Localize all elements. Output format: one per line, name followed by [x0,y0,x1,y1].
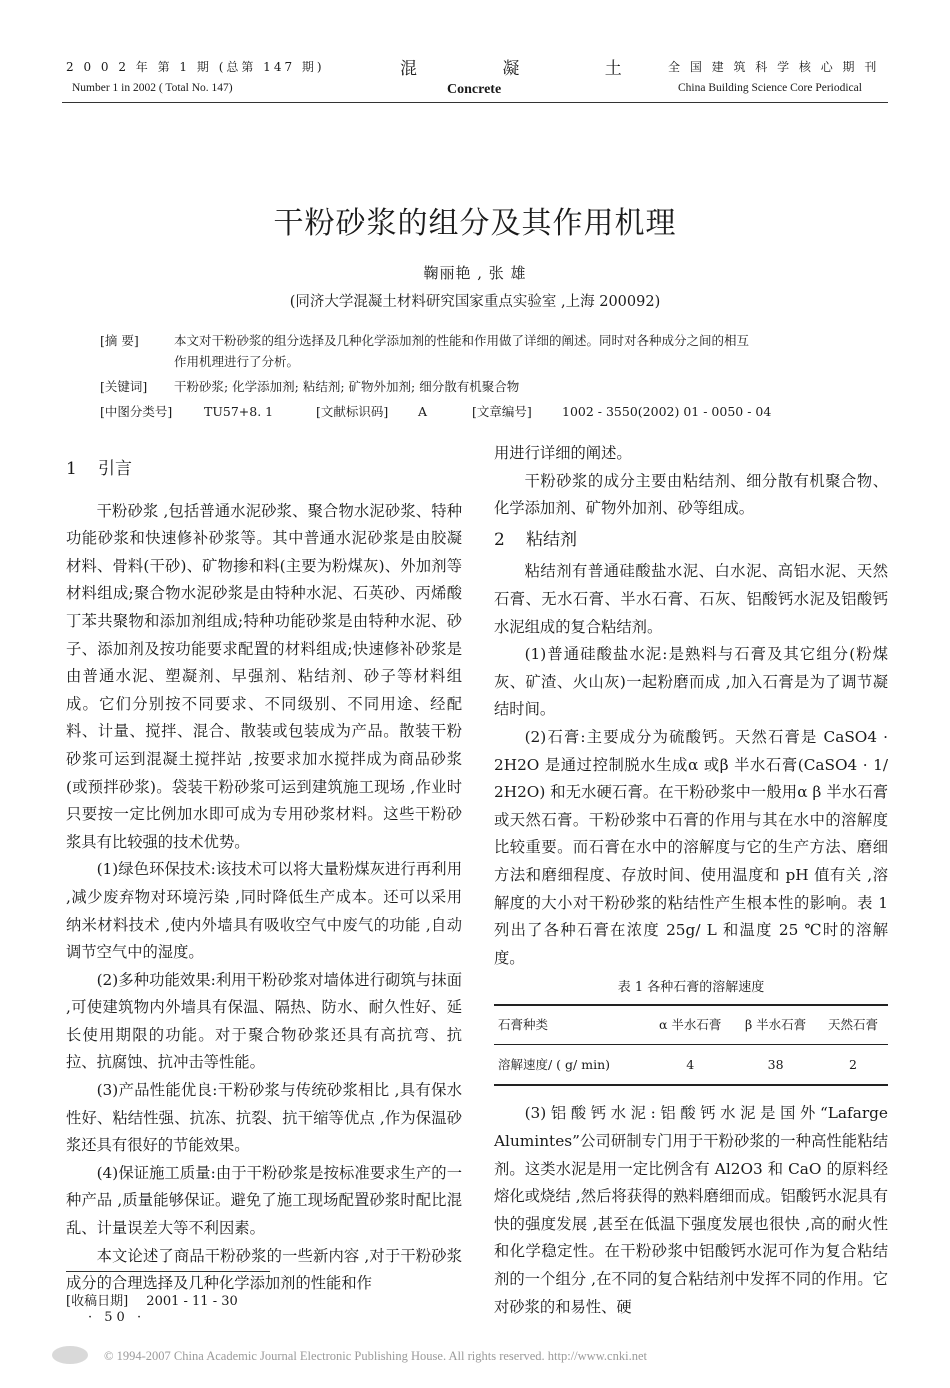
intro-paragraph-2: (1)绿色环保技术:该技术可以将大量粉煤灰进行再利用 ,减少废弃物对环境污染 ,同时降低生产成本。还可以采用纳米材料技术 ,使内外墙具有吸收空气中废气的功能 ,自动调节空气中的湿度。 [66,860,462,962]
section-1-heading [66,456,462,484]
table-row-label: 溶解速度/ ( g/ min) [494,1044,647,1085]
abstract-block [100,330,860,423]
binder-paragraph-3: (2)石膏:主要成分为硫酸钙。天然石膏是 CaSO4 · 2H2O 是通过控制脱水生成α 或β 半水石膏(CaSO4 · 1/ 2H2O) 和无水硬石膏。在干粉砂浆中一般用α β 半水石膏或天然石膏。干粉砂浆中石膏的作用与其在水中的溶解度比较重要。而石膏在水中的溶解度与它的生产方法、磨细方法和磨细程度、存放时间、使用温度和 pH 值有关 ,溶解度的大小对干粉砂浆的粘结性产生根本性的影响。表 1 列出了各种石膏在浓度 25g/ L 和温度 25 ℃时的溶解度。 [494,727,888,967]
doc-code-label: [文献标识码] [316,404,389,419]
intro-paragraph-3: (2)多种功能效果:利用干粉砂浆对墙体进行砌筑与抹面 ,可使建筑物内外墙具有保温、隔热、防水、耐久性好、延长使用期限的功能。对于聚合物砂浆还具有高抗弯、抗拉、抗腐蚀、抗冲击等性能。 [66,970,462,1072]
clc-label: [中图分类号] [100,404,173,419]
section-2-heading [494,527,888,555]
section-1-title: 引言 [98,459,132,479]
header-core-cn: 全 国 建 筑 科 学 核 心 期 刊 [668,60,880,74]
header-journal-cn: 混 凝 土 [400,59,662,79]
left-column [66,456,462,1298]
footnote-rule [66,1271,270,1272]
table-header-cell: 天然石膏 [818,1005,888,1044]
right-paragraph-0: 用进行详细的阐述。 [494,444,632,462]
header-rule [62,102,888,103]
abstract-line-2: 作用机理进行了分析。 [174,354,300,369]
keywords-value: 干粉砂浆; 化学添加剂; 粘结剂; 矿物外加剂; 细分散有机聚合物 [174,379,520,394]
table-cell: 4 [647,1044,733,1085]
article-no-label: [文章编号] [472,404,532,419]
article-authors: 鞠丽艳 , 张 雄 [423,264,527,282]
binder-paragraph-1: 粘结剂有普通硅酸盐水泥、白水泥、高铝水泥、天然石膏、无水石膏、半水石膏、石灰、铝酸钙水泥及铝酸钙水泥组成的复合粘结剂。 [494,562,888,636]
received-label: [收稿日期] [66,1294,129,1309]
header-core-en: China Building Science Core Periodical [678,82,862,94]
header-journal-en: Concrete [447,82,502,97]
doc-code-value: A [418,404,428,419]
section-1-number: 1 [66,459,77,479]
binder-paragraph-4: (3)铝酸钙水泥:铝酸钙水泥是国外“Lafarge Alumintes”公司研制专门用于干粉砂浆的一种高性能粘结剂。这类水泥是用一定比例含有 Al2O3 和 CaO 的原料经熔化或烧结 ,然后将获得的熟料磨细而成。铝酸钙水泥具有快的强度发展 ,甚至在低温下强度发展也很快 ,高的耐火性和化学稳定性。在干粉砂浆中铝酸钙水泥可作为复合粘结剂的一个组分 ,在不同的复合粘结剂中发挥不同的作用。它对砂浆的和易性、硬 [494,1104,888,1316]
article-title: 干粉砂浆的组分及其作用机理 [273,206,677,241]
received-date-line [66,1290,238,1309]
binder-paragraph-2: (1)普通硅酸盐水泥:是熟料与石膏及其它组分(粉煤灰、矿渣、火山灰)一起粉磨而成 ,加入石膏是为了调节凝结时间。 [494,645,888,719]
article-no-value: 1002 - 3550(2002) 01 - 0050 - 04 [562,404,772,419]
table-row [494,1044,888,1085]
intro-paragraph-6: 本文论述了商品干粉砂浆的一些新内容 ,对于干粉砂浆成分的合理选择及几种化学添加剂的性能和作 [66,1246,462,1293]
table-header-cell: α 半水石膏 [647,1005,733,1044]
table-1 [494,1004,888,1086]
table-cell: 38 [733,1044,818,1085]
table-header-cell: 石膏种类 [494,1005,647,1044]
article-affiliation: (同济大学混凝土材料研究国家重点实验室 ,上海 200092) [289,294,661,310]
page-number: · 50 · [88,1310,146,1325]
section-2-title: 粘结剂 [526,529,577,550]
intro-paragraph-4: (3)产品性能优良:干粉砂浆与传统砂浆相比 ,具有保水性好、粘结性强、抗冻、抗裂、抗干缩等优点 ,作为保温砂浆还具有很好的节能效果。 [66,1081,462,1155]
table-cell: 2 [818,1044,888,1085]
cnki-logo-icon [52,1346,88,1364]
right-paragraph-1: 干粉砂浆的成分主要由粘结剂、细分散有机聚合物、化学添加剂、矿物外加剂、砂等组成。 [494,471,888,518]
table-header-cell: β 半水石膏 [733,1005,818,1044]
right-column [494,440,888,1321]
keywords-label: [关键词] [100,379,148,394]
copyright-notice: © 1994-2007 China Academic Journal Electronic Publishing House. All rights reserved. http://www.cnki.net [104,1349,647,1363]
abstract-line-1: 本文对干粉砂浆的组分选择及几种化学添加剂的性能和作用做了详细的阐述。同时对各种成分之间的相互 [174,333,750,348]
header-issue-cn: 2 0 0 2 年 第 1 期 (总第 147 期) [66,60,325,74]
header-issue-en: Number 1 in 2002 ( Total No. 147) [72,82,233,94]
intro-paragraph-5: (4)保证施工质量:由于干粉砂浆是按标准要求生产的一种产品 ,质量能够保证。避免了施工现场配置砂浆时配比混乱、计量误差大等不利因素。 [66,1163,462,1238]
table-1-caption: 表 1 各种石膏的溶解速度 [617,980,765,996]
abstract-label: [摘 要] [100,333,139,348]
clc-value: TU57+8. 1 [204,404,274,419]
table-header-row [494,1005,888,1044]
received-date: 2001 - 11 - 30 [146,1294,238,1309]
section-2-number: 2 [494,529,505,550]
intro-paragraph-1: 干粉砂浆 ,包括普通水泥砂浆、聚合物水泥砂浆、特种功能砂浆和快速修补砂浆等。其中普通水泥砂浆是由胶凝材料、骨料(干砂)、矿物掺和料(主要为粉煤灰)、外加剂等材料组成;聚合物水泥砂浆是由特种水泥、石英砂、丙烯酸丁苯共聚物和添加剂组成;特种功能砂浆是由特种水泥、砂子、添加剂及按功能要求配置的材料组成;快速修补砂浆是由普通水泥、塑凝剂、早强剂、粘结剂、砂子等材料组成。它们分别按不同要求、不同级别、不同用途、经配料、计量、搅拌、混合、散装或包装成为产品。散装干粉砂浆可运到混凝土搅拌站 ,按要求加水搅拌成为商品砂浆(或预拌砂浆)。袋装干粉砂浆可运到建筑施工现场 ,作业时只要按一定比例加水即可成为专用砂浆材料。这些干粉砂浆具有比较强的技术优势。 [66,501,462,851]
